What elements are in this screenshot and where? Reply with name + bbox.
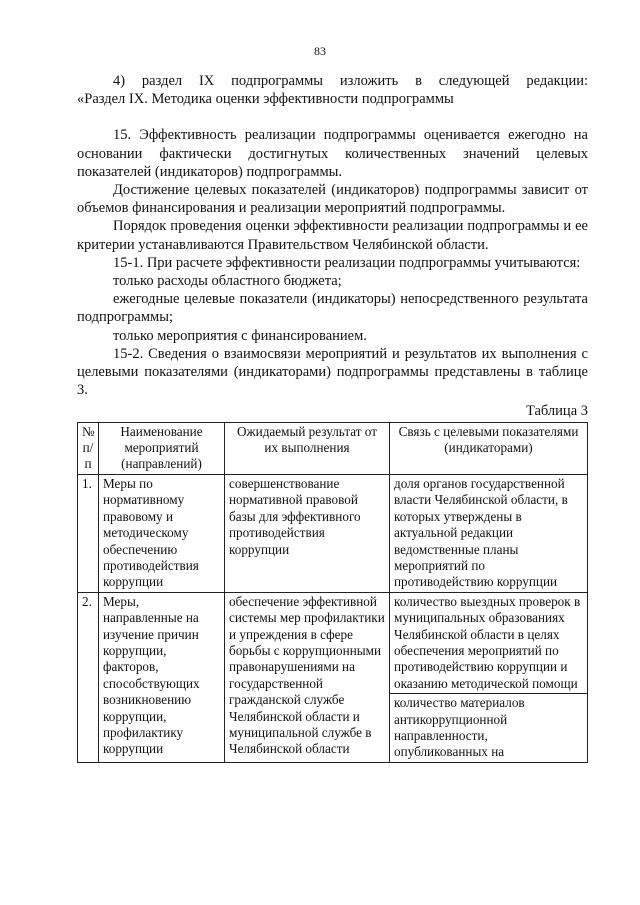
row-link: доля органов государственной власти Челябинской области, в которых утверждены в актуальной редакции ведомственные планы мероприятий по противодействию коррупции xyxy=(390,474,588,592)
row-result: обеспечение эффективной системы мер профилактики и упреждения в сфере борьбы с коррупционными правонарушениями на государственной гражданской службе Челябинской области и муниципальной службе в Челябинской области xyxy=(225,592,390,762)
list-item: только мероприятия с финансированием. xyxy=(113,327,367,344)
document-body xyxy=(77,72,588,763)
paragraph-achievement: Достижение целевых показателей (индикаторов) подпрограммы зависит от объемов финансирования и реализации мероприятий подпрограммы. xyxy=(77,182,588,217)
intro-line: 4) раздел IX подпрограммы изложить в следующей редакции: xyxy=(113,73,588,89)
row-name: Меры, направленные на изучение причин коррупции, факторов, способствующих возникновению коррупции, профилактику коррупции xyxy=(99,592,225,762)
row-result: совершенствование нормативной правовой базы для эффективного противодействия коррупции xyxy=(225,474,390,592)
row-name: Меры по нормативному правовому и методическому обеспечению противодействия коррупции xyxy=(99,474,225,592)
header-name: Наименование мероприятий (направлений) xyxy=(99,422,225,474)
table-row xyxy=(78,474,588,592)
table-header-row xyxy=(78,422,588,474)
paragraph-15-1: 15-1. При расчете эффективности реализации подпрограммы учитываются: xyxy=(113,254,581,271)
list-item: ежегодные целевые показатели (индикаторы) непосредственного результата подпрограммы; xyxy=(77,291,588,326)
row-link: количество материалов антикоррупционной направленности, опубликованных на xyxy=(394,695,525,760)
header-link: Связь с целевыми показателями (индикаторами) xyxy=(390,422,588,474)
row-link: количество выездных проверок в муниципальных образованиях Челябинской области в целях обеспечения мероприятий по противодействию коррупции и оказанию методической помощи xyxy=(390,593,587,694)
row-num: 1. xyxy=(78,474,99,592)
paragraph-procedure: Порядок проведения оценки эффективности реализации подпрограммы и ее критерии устанавливаются Правительством Челябинской области. xyxy=(77,218,588,253)
row-num: 2. xyxy=(78,592,99,762)
paragraph-15-2: 15-2. Сведения о взаимосвязи мероприятий и результатов их выполнения с целевыми показателями (индикаторами) подпрограммы представлены в таблице 3. xyxy=(77,345,588,399)
page-number: 83 xyxy=(314,44,326,58)
section-heading: «Раздел IX. Методика оценки эффективности подпрограммы xyxy=(77,91,454,108)
table-row xyxy=(78,592,588,762)
header-result: Ожидаемый результат от их выполнения xyxy=(225,422,390,474)
measures-table xyxy=(77,422,588,763)
paragraph-15: 15. Эффективность реализации подпрограммы оценивается ежегодно на основании фактически достигнутых количественных значений целевых показателей (индикаторов) подпрограммы. xyxy=(77,127,588,180)
row-link-cell xyxy=(390,592,588,762)
header-num: № п/п xyxy=(78,422,99,474)
table-caption: Таблица 3 xyxy=(525,403,588,420)
list-item: только расходы областного бюджета; xyxy=(113,273,342,290)
